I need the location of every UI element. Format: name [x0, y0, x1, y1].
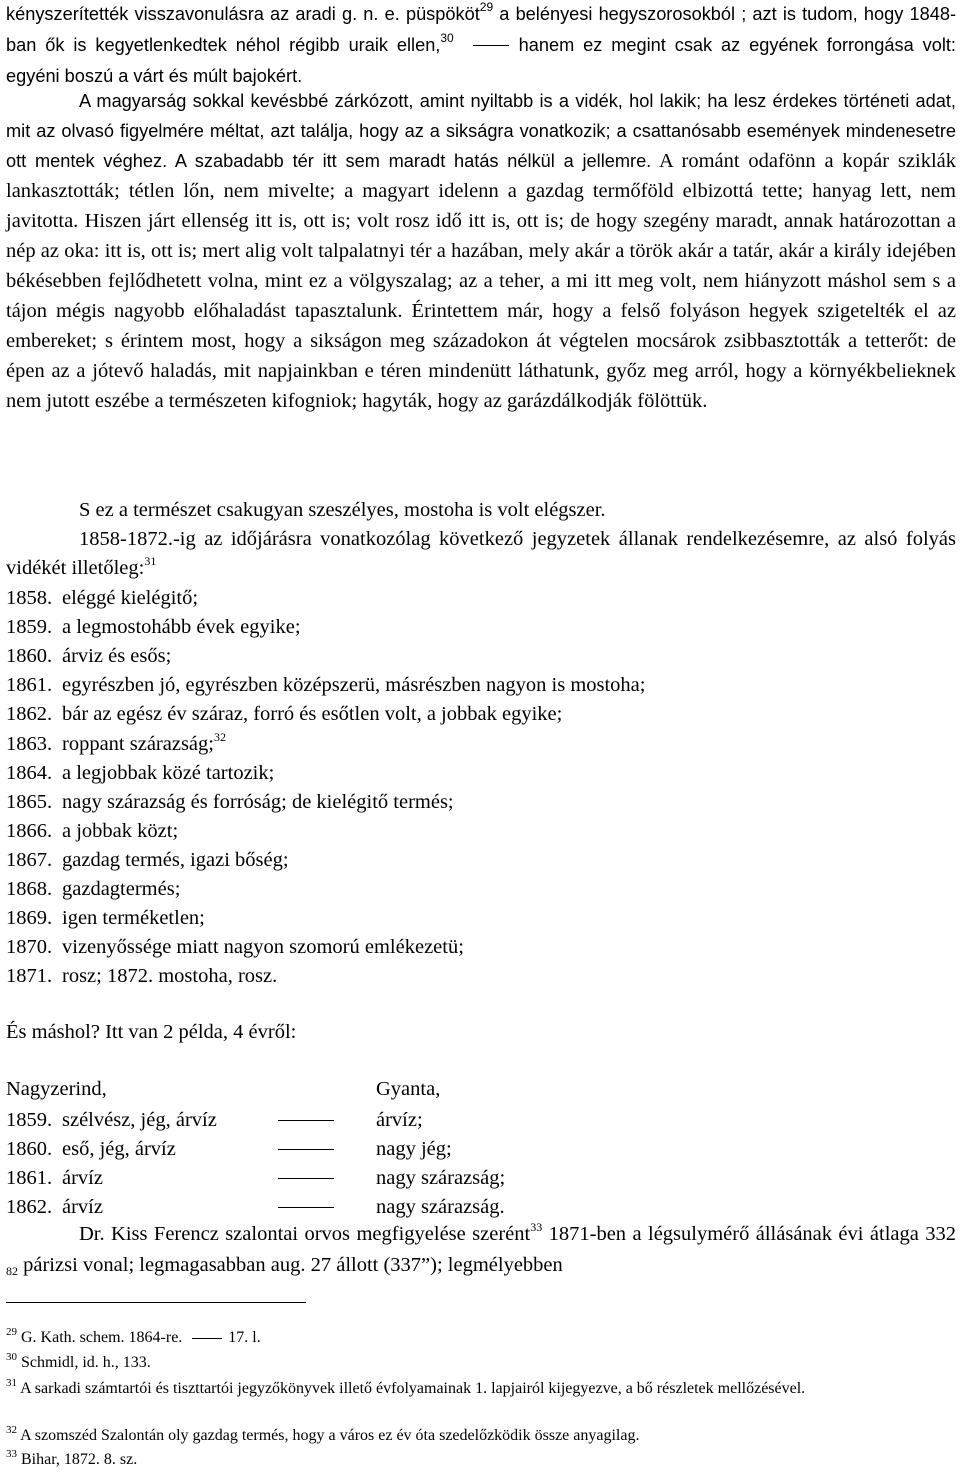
year-entry — [6, 671, 645, 700]
year-label: 1859. — [6, 1109, 53, 1131]
year-description: egyrészben jó, egyrészben középszerü, másrészben nagyon is mostoha; — [62, 674, 646, 697]
comparison-row — [6, 1193, 606, 1222]
year-label: 1858. — [6, 587, 53, 609]
text-run: a belényesi hegyszorosokból ; azt is tudom, hogy 1848-ban ők is kegyetlenkedtek néhol régibb uraik ellen, — [6, 4, 957, 55]
year-label: 1862. — [6, 703, 53, 726]
year-label: 1870. — [6, 936, 53, 959]
year-entry — [6, 730, 226, 759]
footnote-text: Schmidl, id. h., 133. — [17, 1354, 151, 1371]
year-label: 1861. — [6, 1167, 53, 1189]
footnote-text: 17. l. — [228, 1329, 261, 1346]
year-description: vizenyőssége miatt nagyon szomorú emlékezetü; — [62, 936, 464, 959]
footnote-number: 32 — [6, 1424, 17, 1436]
year-entry — [6, 933, 464, 962]
year-label: 1860. — [6, 645, 53, 668]
comparison-header — [6, 1075, 441, 1104]
subscript-value: 82 — [6, 1264, 18, 1278]
text-run-sans: A magyarság sokkal kevésbbé zárkózott, amint nyiltabb is a vidék, hol lakik; ha lesz érdekes történeti adat, mit az olvasó figyelmére méltat, azt találja, hogy az a sikságra vonatkozik; a csattanósabb események mindenesetre ott mentek véghez. A szabadabb tér itt sem maradt hatás nélkül a jellemre. — [6, 91, 956, 171]
footnote-33 — [6, 1449, 956, 1472]
year-description: eléggé kielégitő; — [62, 587, 199, 609]
dash-rule — [473, 45, 509, 46]
gyanta-value: nagy jég; — [376, 1138, 452, 1160]
footnote-number: 33 — [6, 1448, 17, 1460]
footnote-ref-29[interactable]: 29 — [479, 0, 494, 14]
footnote-number: 31 — [6, 1377, 17, 1389]
footnote-text: A szomszéd Szalontán oly gazdag termés, hogy a város ez év óta szedelőzködik össze anyagilag. — [17, 1427, 640, 1444]
year-entry — [6, 817, 178, 846]
year-entry — [6, 700, 562, 729]
footnote-separator — [6, 1302, 306, 1303]
year-label: 1863. — [6, 732, 53, 755]
year-description: a legmostohább évek egyike; — [62, 616, 301, 639]
nagyzerind-value: árvíz — [62, 1167, 103, 1189]
question-line: És máshol? Itt van 2 példa, 4 évről: — [6, 1021, 297, 1043]
year-entry — [6, 788, 454, 817]
column-header-gyanta: Gyanta, — [376, 1078, 441, 1100]
nagyzerind-value: szélvész, jég, árvíz — [62, 1109, 217, 1131]
footnote-ref-30[interactable]: 30 — [440, 31, 454, 45]
paragraph-main — [6, 87, 956, 417]
year-entry — [6, 759, 274, 788]
paragraph-records — [6, 525, 956, 585]
footnote-text: A sarkadi számtartói és tiszttartói jegyzőkönyvek illető évfolyamainak 1. lapjairól kijegyezve, a bő részletek mellőzésével. — [17, 1380, 806, 1397]
footnote-text: Bihar, 1872. 8. sz. — [17, 1451, 138, 1468]
year-description: roppant szárazság; — [62, 732, 214, 755]
footnote-ref-31[interactable]: 31 — [144, 554, 157, 568]
year-description: gazdag termés, igazi bőség; — [62, 848, 289, 871]
footnote-31 — [6, 1378, 956, 1401]
gyanta-value: nagy szárazság. — [376, 1196, 505, 1218]
year-description: igen terméketlen; — [62, 907, 205, 930]
gyanta-value: árvíz; — [376, 1109, 423, 1131]
year-description: bár az egész év száraz, forró és esőtlen volt, a jobbak egyike; — [62, 703, 563, 726]
paragraph-barometer — [6, 1220, 956, 1282]
footnote-number: 30 — [6, 1351, 17, 1363]
footnote-number: 29 — [6, 1326, 17, 1338]
year-label: 1868. — [6, 878, 53, 900]
text-run: hanem ez megint csak az egyének forrongása volt: egyéni boszú a várt és múlt bajokért. — [6, 35, 956, 86]
text-run: Dr. Kiss Ferencz szalontai orvos megfigyelése szerént — [79, 1223, 531, 1245]
column-header-nagyzerind: Nagyzerind, — [6, 1078, 107, 1100]
year-label: 1865. — [6, 790, 53, 813]
year-label: 1871. — [6, 965, 53, 988]
dash-rule — [278, 1178, 334, 1179]
year-entry — [6, 613, 301, 642]
text-run: 1858-1872.-ig az időjárásra vonatkozólag következő jegyzetek állanak rendelkezésemre, az alsó folyás vidékét illetőleg: — [6, 528, 956, 579]
year-label: 1860. — [6, 1138, 53, 1160]
year-label: 1862. — [6, 1196, 53, 1218]
year-description: árviz és esős; — [62, 645, 172, 668]
dash-rule — [278, 1207, 334, 1208]
year-label: 1861. — [6, 674, 53, 697]
text-run-serif: A románt odafönn a kopár sziklák lankasztották; tétlen lőn, nem mivelte; a magyart idelenn a gazdag termőföld elbizottá tette; hanyag lett, nem javitotta. Hiszen járt ellenség itt is, ott is; volt rosz idő itt is, ott is; de hogy szegény maradt, annak határozottan a nép az oka: itt is, ott is; mert alig volt talpalatnyi tér a hazában, mely akár a török akár a tatár, akár a király idejében békésebben fejlődhetett volna, mint ez a völgyszalag; az a teher, a mi itt meg volt, nem hiányzott máshol sem s a tájon mégis nagyobb előhaladást tapasztalunk. Érintettem már, hogy a felső folyáson hegyek szigetelték el az embereket; s érintem most, hogy a sikságon meg századokon át végtelen mocsárok zsibbasztották a tetterőt: de épen az a jótevő haladás, mit napjainkban e téren mindenütt láthatunk, győz meg arról, hogy a környékbelieknek nem jutott eszébe a természeten kifogniok; hagyták, hogy az garázdálkodják fölöttük. — [6, 150, 956, 412]
footnote-text: G. Kath. schem. 1864-re. — [17, 1329, 183, 1346]
footnote-ref-32[interactable]: 32 — [213, 729, 226, 744]
dash-rule — [192, 1338, 222, 1339]
year-description: rosz; 1872. mostoha, rosz. — [62, 965, 278, 988]
year-entry — [6, 875, 180, 904]
year-entry — [6, 962, 277, 991]
nagyzerind-value: árvíz — [62, 1196, 103, 1218]
year-label: 1867. — [6, 848, 53, 871]
footnote-32 — [6, 1425, 956, 1448]
year-label: 1869. — [6, 907, 53, 930]
dash-rule — [278, 1149, 334, 1150]
year-description: a legjobbak közé tartozik; — [62, 761, 275, 784]
year-description: gazdagtermés; — [62, 878, 181, 900]
year-label: 1859. — [6, 616, 53, 639]
paragraph-opening — [6, 0, 956, 91]
year-entry — [6, 904, 205, 933]
year-entry — [6, 846, 289, 875]
year-entry — [6, 584, 198, 613]
footnote-29 — [6, 1327, 956, 1350]
comparison-row — [6, 1106, 606, 1135]
footnote-30 — [6, 1352, 956, 1375]
text-run: 1871-ben a légsulymérő állásának évi átlaga 332 — [542, 1223, 956, 1245]
footnote-ref-33[interactable]: 33 — [530, 1220, 543, 1234]
year-entry — [6, 642, 171, 671]
year-description: nagy szárazság és forróság; de kielégitő termés; — [62, 790, 454, 813]
comparison-row — [6, 1135, 606, 1164]
year-label: 1866. — [6, 819, 53, 842]
text-run: párizsi vonal; legmagasabban aug. 27 állott (337”); legmélyebben — [18, 1254, 563, 1276]
year-description: a jobbak közt; — [62, 819, 179, 842]
dash-rule — [278, 1120, 334, 1121]
sentence-nature: S ez a természet csakugyan szeszélyes, mostoha is volt elégszer. — [79, 499, 606, 521]
comparison-row — [6, 1164, 606, 1193]
text-run: kényszerítették visszavonulásra az aradi g. n. e. püspököt — [6, 4, 480, 24]
year-label: 1864. — [6, 761, 53, 784]
nagyzerind-value: eső, jég, árvíz — [62, 1138, 176, 1160]
gyanta-value: nagy szárazság; — [376, 1167, 506, 1189]
